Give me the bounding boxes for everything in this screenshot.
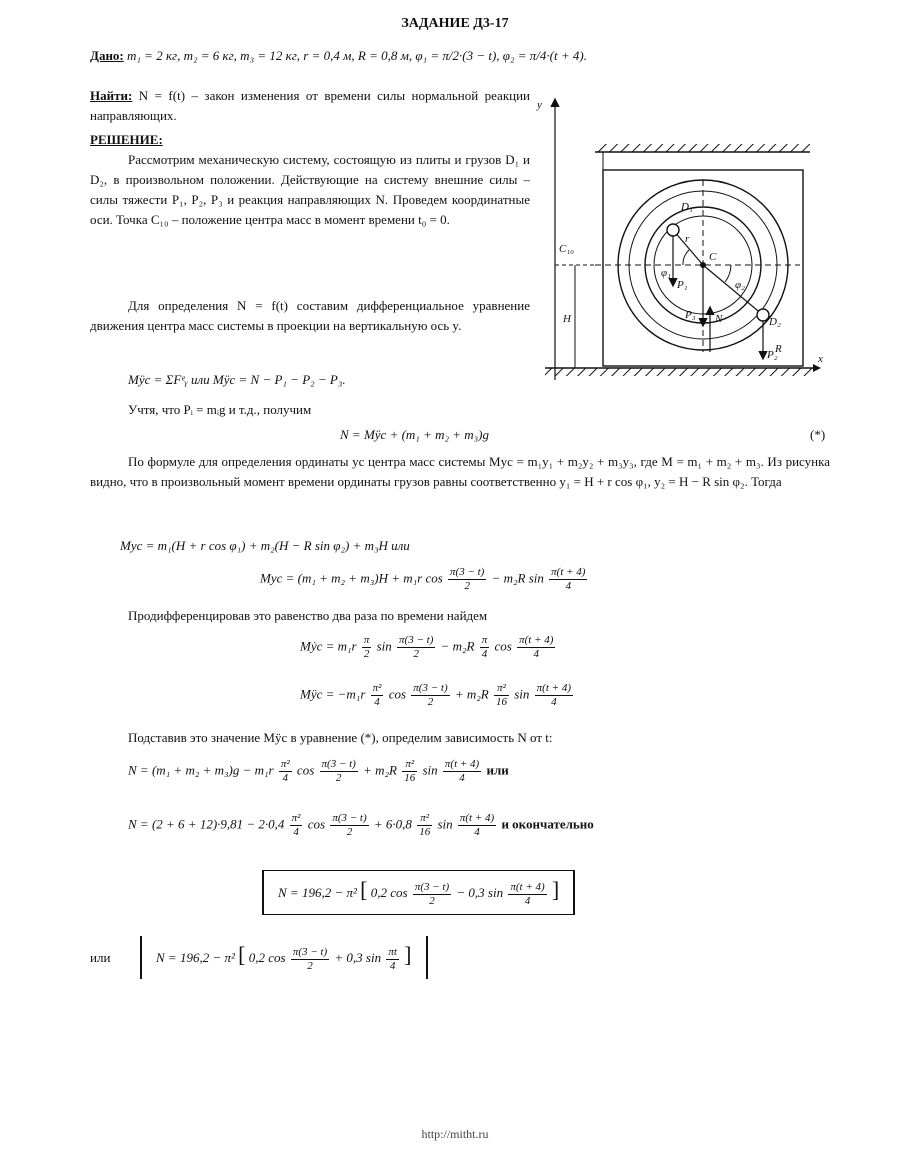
equation-7: N = (m₁ + m₂ + m₃)g − m₁r $\frac{\text{π²}}{4}$ cos $\frac{\pi(3 - t)}{2}$ + m₂R $\frac{\text{π²}}{16}$ sin $\frac{\pi(t + 4)}{4}$ или (128, 758, 509, 784)
fraction: $\frac{\pi(t + 4)}{4}$ (551, 566, 586, 592)
c-label: C (709, 251, 717, 263)
h-label: H (563, 313, 571, 325)
ground-hatch (545, 368, 815, 376)
paragraph-1: Рассмотрим механическую систему, состоящую из плиты и грузов D₁ и D₂, в произвольном положении. Действующие на систему внешние силы – силы тяжести P₁, P₂, P₃ и реакция направляющих N. Проведем координатные оси. Точка C₁₀ – положение центра масс в момент времени t₀ = 0. (90, 152, 530, 227)
ceiling-hatch (595, 144, 810, 152)
n-label: N (715, 313, 723, 325)
find-text: N = f(t) – закон изменения от времени силы нормальной реакции направляющих. (90, 88, 531, 123)
solution-label: РЕШЕНИЕ: (90, 132, 163, 147)
find-line (90, 86, 530, 126)
big-r-label: R (775, 343, 782, 355)
phi1-label: φ₁ (661, 267, 671, 279)
paragraph-4: По формуле для определения ординаты yc центра масс системы Myc = m₁y₁ + m₂y₂ + m₃y₃, где M = m₁ + m₂ + m₃. Из рисунка видно, что в произвольный момент времени ординаты грузов равны соответственно y₁ = H + r cos φ₁, y₂ = H − R sin φ₂. Тогда (90, 454, 830, 489)
paragraph-3: Учтя, что Pᵢ = mᵢg и т.д., получим (128, 402, 312, 417)
c10-label: C₁₀ (559, 243, 574, 255)
r-label: r (685, 233, 690, 245)
equation-2-tag: (*) (810, 427, 826, 442)
d1-label: D₁ (681, 201, 693, 213)
page-title: ЗАДАНИЕ Д3-17 (401, 16, 509, 31)
fraction: $\frac{\pi(3 - t)}{2}$ (450, 566, 485, 592)
find-label: Найти: (90, 88, 133, 103)
given-line (90, 46, 830, 66)
y-axis-label: y (537, 99, 542, 111)
equation-1: Mÿc = ΣFᵉᵧ или Mÿc = N − P₁ − P₂ − P₃. (128, 372, 346, 387)
equation-5: Mẏc = m₁r $\frac{\pi}{2}$ sin $\frac{\pi(3 - t)}{2}$ − m₂R $\frac{\pi}{4}$ cos $\frac{\pi(t + 4)}{4}$ (300, 634, 554, 660)
answer-box-1: N = 196,2 − π² [ 0,2 cos $\frac{\pi(3 - t)}{2}$ − 0,3 sin $\frac{\pi(t + 4)}{4}$ ] (262, 870, 575, 915)
footer-url: http://mitht.ru (421, 1127, 489, 1141)
or-label: или (90, 950, 111, 965)
phi1-arc (683, 250, 689, 265)
p3-label: P₃ (685, 309, 696, 321)
p2-label: P₂ (767, 349, 778, 361)
equation-6: Mÿc = −m₁r $\frac{\text{π²}}{4}$ cos $\frac{\pi(3 - t)}{2}$ + m₂R $\frac{\text{π²}}{16}$ sin $\frac{\pi(t + 4)}{4}$ (300, 682, 571, 708)
equation-3: Myc = m₁(H + r cos φ₁) + m₂(H − R sin φ₂) + m₃H или (120, 538, 410, 553)
equation-2: N = Mÿc + (m₁ + m₂ + m₃)g (340, 427, 490, 442)
d2-label: D₂ (769, 316, 781, 328)
equation-4: Myc = (m₁ + m₂ + m₃)H + m₁r cos $\frac{\pi(3 - t)}{2}$ − m₂R sin $\frac{\pi(t + 4)}{4}$ (260, 566, 586, 592)
d2-load (757, 309, 769, 321)
paragraph-2: Для определения N = f(t) составим дифференциальное уравнение движения центра масс системы в проекции на вертикальную ось y. (90, 298, 530, 333)
big-r-line (703, 265, 763, 315)
paragraph-5: Продифференцировав это равенство два раза по времени найдем (128, 608, 488, 623)
equation-8: N = (2 + 6 + 12)·9,81 − 2·0,4 $\frac{\text{π²}}{4}$ cos $\frac{\pi(3 - t)}{2}$ + 6·0,8 $\frac{\text{π²}}{16}$ sin $\frac{\pi(t + 4)}{4}$ и окончательно (128, 812, 594, 838)
mechanism-figure (535, 90, 830, 390)
phi2-label: φ₂ (735, 279, 745, 291)
given-text: m₁ = 2 кг, m₂ = 6 кг, m₃ = 12 кг, r = 0,4 м, R = 0,8 м, φ₁ = π/2·(3 − t), φ₂ = π/4·(t + 4). (127, 48, 587, 63)
answer-box-2: N = 196,2 − π² [ 0,2 cos $\frac{\pi(3 - t)}{2}$ + 0,3 sin $\frac{\pi t}{4}$ ] (140, 936, 428, 979)
phi2-arc (725, 265, 731, 282)
d1-load (667, 224, 679, 236)
p1-label: P₁ (677, 279, 688, 291)
paragraph-6: Подставив это значение Mÿc в уравнение (*), определим зависимость N от t: (128, 730, 553, 745)
x-axis-label: x (818, 353, 823, 365)
given-label: Дано: (90, 48, 124, 63)
